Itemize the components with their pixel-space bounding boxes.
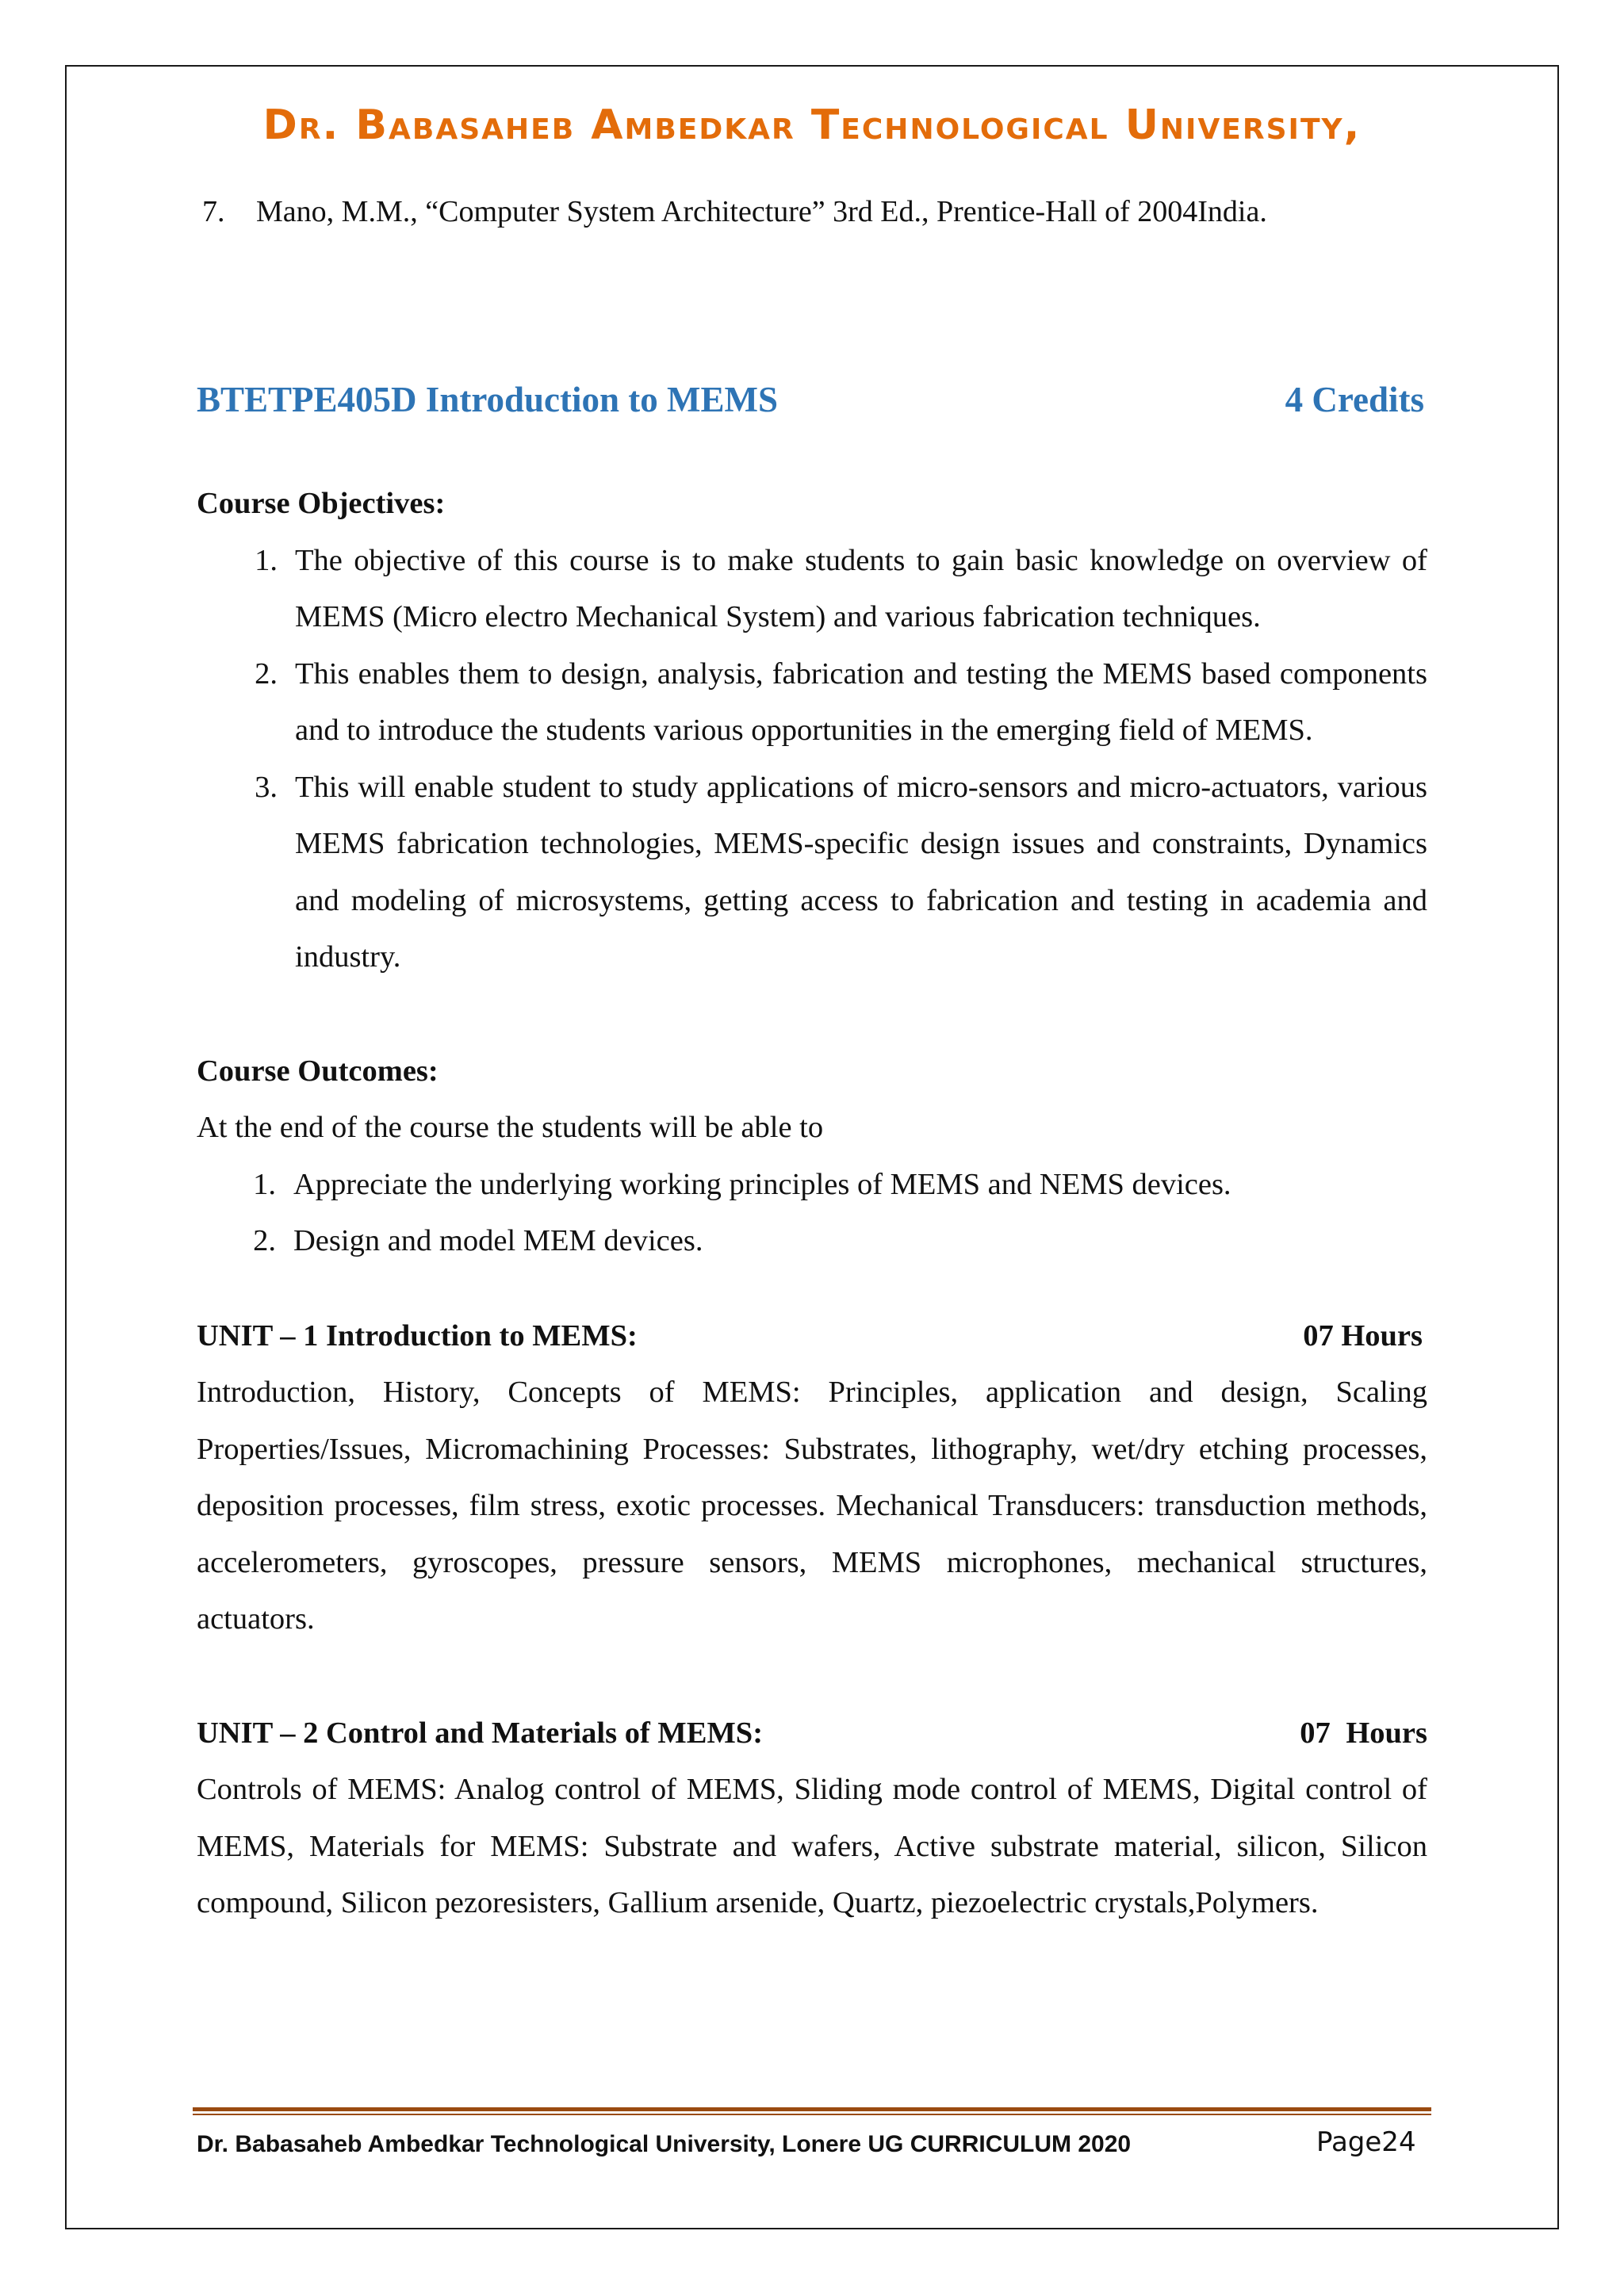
unit-title: UNIT – 2 Control and Materials of MEMS: [197,1716,764,1750]
list-text: This enables them to design, analysis, fabrication and testing the MEMS based components and to introduce the students various opportunities in the emerging field of MEMS. [295,656,1427,747]
university-header: Dr. Babasaheb Ambedkar Technological University, [262,101,1362,149]
reference-number: 7. [202,195,225,228]
reference-item [202,194,1267,229]
list-item [197,1213,1427,1270]
outcomes-list [197,1157,1427,1270]
spacer [197,1648,1427,1705]
footer-rule [193,2107,1431,2116]
course-credits: 4 Credits [1285,380,1424,419]
page-number: Page24 [1316,2126,1416,2158]
objectives-label: Course Objectives: [197,487,446,520]
list-number: 1. [253,1167,276,1201]
objectives-list [197,533,1427,986]
footer-rule-thin [193,2114,1431,2115]
spacer [197,986,1427,1043]
list-item [197,760,1427,986]
list-text: This will enable student to study applications of micro-sensors and micro-actuators, various MEMS fabrication technologies, MEMS-specific design issues and constraints, Dynamics and modeling of microsystems, getting access to fabrication and testing in academia and industry. [295,770,1427,974]
list-text: Design and model MEM devices. [293,1224,703,1257]
list-text: Appreciate the underlying working principles of MEMS and NEMS devices. [293,1167,1231,1201]
list-item [197,533,1427,646]
unit-title: UNIT – 1 Introduction to MEMS: [197,1318,638,1353]
list-number: 2. [255,656,278,691]
list-text: The objective of this course is to make students to gain basic knowledge on overview of MEMS (Micro electro Mechanical System) and various fabrication techniques. [295,543,1427,633]
course-heading [197,379,1424,420]
unit-2-heading [197,1705,1427,1762]
unit-1-body: Introduction, History, Concepts of MEMS: Principles, application and design, Scaling Properties/Issues, Micromachining Processes: Substrates, lithography, wet/dry etching processes, deposition processes, film stress, exotic processes. Mechanical Transducers: transduction methods, accelerometers, gyroscopes, pressure sensors, MEMS microphones, mechanical structures, actuators. [197,1376,1427,1636]
list-number: 1. [255,543,278,577]
unit-2-body: Controls of MEMS: Analog control of MEMS, Sliding mode control of MEMS, Digital control of MEMS, Materials for MEMS: Substrate and wafers, Active substrate material, silicon, Silicon compound, Silicon pezoresisters, Gallium arsenide, Quartz, piezoelectric crystals,Polymers. [197,1773,1427,1919]
list-number: 2. [253,1224,276,1257]
list-number: 3. [255,770,278,804]
unit-hours: 07 Hours [1303,1318,1423,1353]
list-item [197,646,1427,760]
footer-text: Dr. Babasaheb Ambedkar Technological University, Lonere UG CURRICULUM 2020 [197,2131,1132,2157]
reference-text: Mano, M.M., “Computer System Architecture” 3rd Ed., Prentice-Hall of 2004India. [256,195,1267,228]
unit-1-heading [197,1308,1427,1365]
footer-rule-thick [193,2107,1431,2111]
document-body [197,476,1427,1932]
outcomes-label: Course Outcomes: [197,1054,439,1088]
spacer [197,1270,1427,1308]
unit-hours: 07 Hours [1300,1716,1427,1750]
course-title: BTETPE405D Introduction to MEMS [197,380,779,419]
outcomes-intro: At the end of the course the students will be able to [197,1111,824,1144]
list-item [197,1157,1427,1214]
